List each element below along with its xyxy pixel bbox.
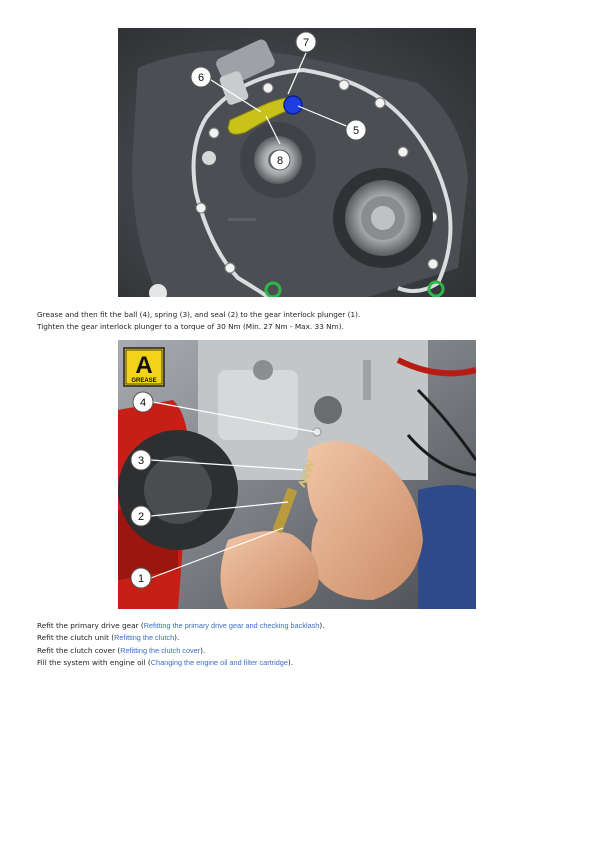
grease-badge (124, 348, 164, 386)
callout-5-label: 5 (352, 125, 360, 137)
callout-4-label: 4 (139, 397, 147, 409)
instruction-text: Refit the primary drive gear ( (37, 621, 144, 630)
instruction-text: Fill the system with engine oil ( (37, 658, 151, 668)
plunger-assembly-photo (118, 340, 476, 609)
instruction-text: ). (319, 621, 325, 630)
callout-8-label: 8 (276, 155, 284, 167)
callout-6-label: 6 (197, 72, 205, 84)
link-refitting-clutch-cover[interactable]: Refitting the clutch cover (120, 645, 201, 655)
instruction-text: Refit the clutch cover ( (37, 645, 121, 655)
instruction-line: Grease and then fit the ball (4), spring (3), and seal (2) to the gear interlock plunger (1). (37, 310, 361, 319)
link-changing-engine-oil[interactable]: Changing the engine oil and filter cartridge (150, 658, 288, 668)
link-refitting-clutch[interactable]: Refitting the clutch (114, 633, 175, 643)
link-refitting-primary-drive-gear[interactable]: Refitting the primary drive gear and checking backlash (143, 621, 320, 630)
callout-7-label: 7 (302, 37, 310, 49)
callout-3-label: 3 (137, 455, 145, 467)
instruction-text: ). (287, 658, 294, 668)
engine-case-photo (118, 28, 476, 297)
callout-2-label: 2 (137, 511, 145, 523)
instruction-text: ). (174, 633, 180, 643)
instruction-paragraph-2 (37, 620, 325, 670)
instruction-line (37, 657, 325, 669)
interlock-plunger (284, 96, 302, 114)
grease-badge-word: GREASE (131, 378, 157, 384)
instruction-line (37, 645, 325, 657)
instruction-text: ). (200, 645, 206, 655)
instruction-paragraph-1 (37, 309, 360, 334)
grease-badge-letter: A (135, 352, 153, 379)
instruction-line (37, 632, 325, 644)
instruction-line (37, 620, 325, 632)
instruction-line: Tighten the gear interlock plunger to a torque of 30 Nm (Min. 27 Nm - Max. 33 Nm). (37, 322, 344, 332)
instruction-text: Refit the clutch unit ( (37, 633, 115, 643)
callout-1-label: 1 (137, 573, 145, 585)
